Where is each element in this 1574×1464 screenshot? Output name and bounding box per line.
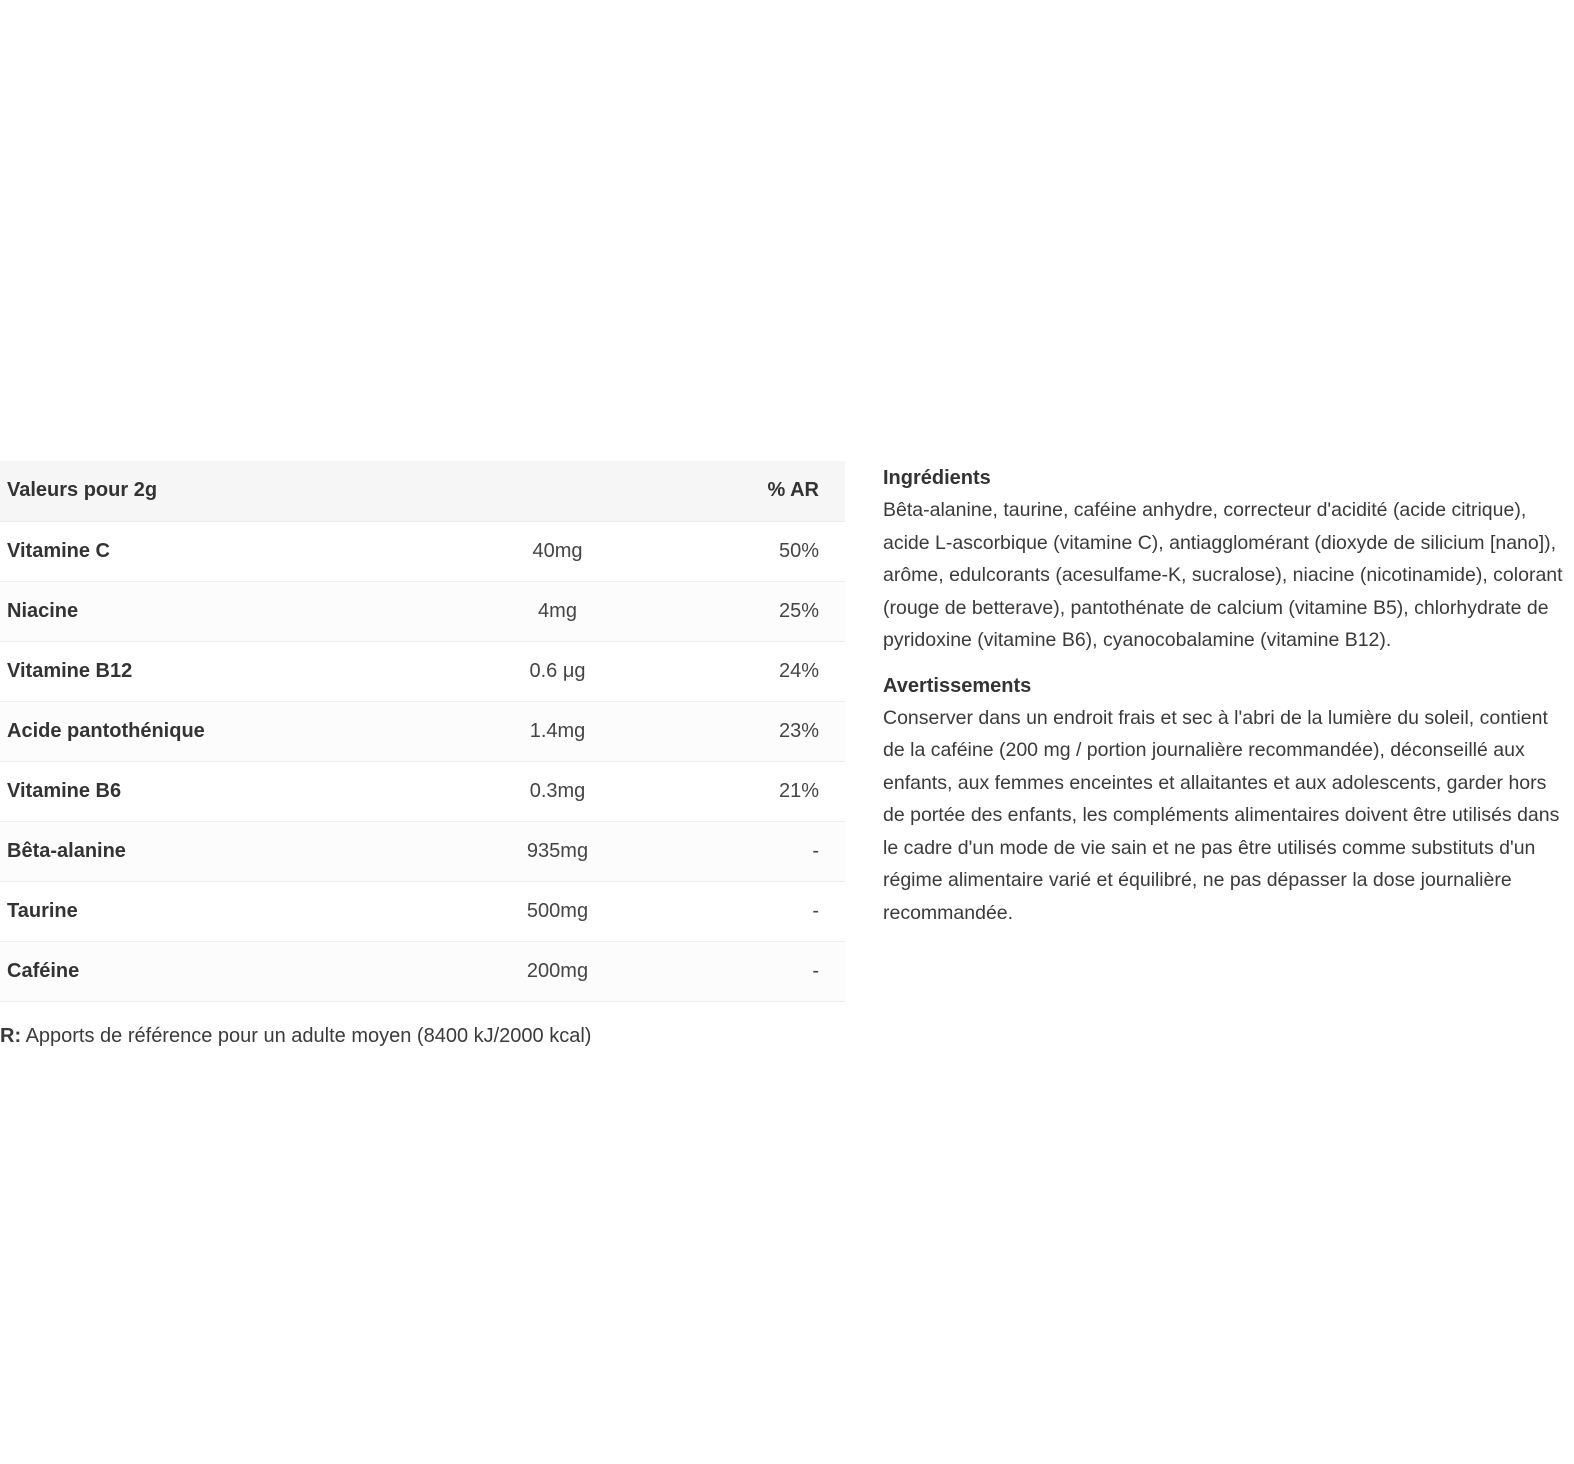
table-row [0,761,845,821]
table-row [0,641,845,701]
nutrient-name: Bêta-alanine [0,821,470,881]
table-row [0,941,845,1001]
nutrient-amount: 0.6 μg [470,641,645,701]
nutrient-ar: 23% [645,701,845,761]
nutrient-amount: 40mg [470,521,645,581]
footnote-text: Apports de référence pour un adulte moyen (8400 kJ/2000 kcal) [21,1025,592,1047]
nutrient-amount: 935mg [470,821,645,881]
nutrient-ar: 24% [645,641,845,701]
nutrition-table [0,461,845,1002]
nutrient-ar: 25% [645,581,845,641]
table-header-row [0,461,845,521]
nutrient-name: Vitamine C [0,521,470,581]
table-row [0,521,845,581]
header-amount [470,461,645,521]
ingredients-heading: Ingrédients [883,467,991,489]
nutrient-ar: - [645,881,845,941]
nutrient-name: Taurine [0,881,470,941]
nutrient-name: Vitamine B6 [0,761,470,821]
footnote-key: R: [0,1025,22,1047]
nutrient-ar: 21% [645,761,845,821]
table-row [0,701,845,761]
nutrient-amount: 200mg [470,941,645,1001]
table-row [0,821,845,881]
nutrient-name: Niacine [0,581,470,641]
nutrient-ar: - [645,941,845,1001]
nutrient-name: Acide pantothénique [0,701,470,761]
table-row [0,581,845,641]
nutrient-name: Vitamine B12 [0,641,470,701]
ingredients-text: Bêta-alanine, taurine, caféine anhydre, correcteur d'acidité (acide citrique), acide L-ascorbique (vitamine C), antiagglomérant (dioxyde de silicium [nano]), arôme, edulcorants (acesulfame-K, sucralose), niacine (nicotinamide), colorant (rouge de betterave), pantothénate de calcium (vitamine B5), chlorhydrate de pyridoxine (vitamine B6), cyanocobalamine (vitamine B12). [883,499,1563,651]
nutrient-amount: 0.3mg [470,761,645,821]
header-name: Valeurs pour 2g [0,461,470,521]
table-row [0,881,845,941]
nutrient-amount: 500mg [470,881,645,941]
nutrient-name: Caféine [0,941,470,1001]
header-ar: % AR [645,461,845,521]
nutrient-ar: 50% [645,521,845,581]
nutrient-ar: - [645,821,845,881]
nutrient-amount: 1.4mg [470,701,645,761]
warnings-text: Conserver dans un endroit frais et sec à l'abri de la lumière du soleil, contient de la caféine (200 mg / portion journalière recommandée), déconseillé aux enfants, aux femmes enceintes et allaitantes et aux adolescents, garder hors de portée des enfants, les compléments alimentaires doivent être utilisés dans le cadre d'un mode de vie sain et ne pas être utilisés comme substituts d'un régime alimentaire varié et équilibré, ne pas dépasser la dose journalière recommandée. [883,706,1560,924]
reference-footnote [0,1025,591,1048]
warnings-heading: Avertissements [883,674,1032,697]
product-info-panel [883,462,1567,929]
nutrient-amount: 4mg [470,581,645,641]
